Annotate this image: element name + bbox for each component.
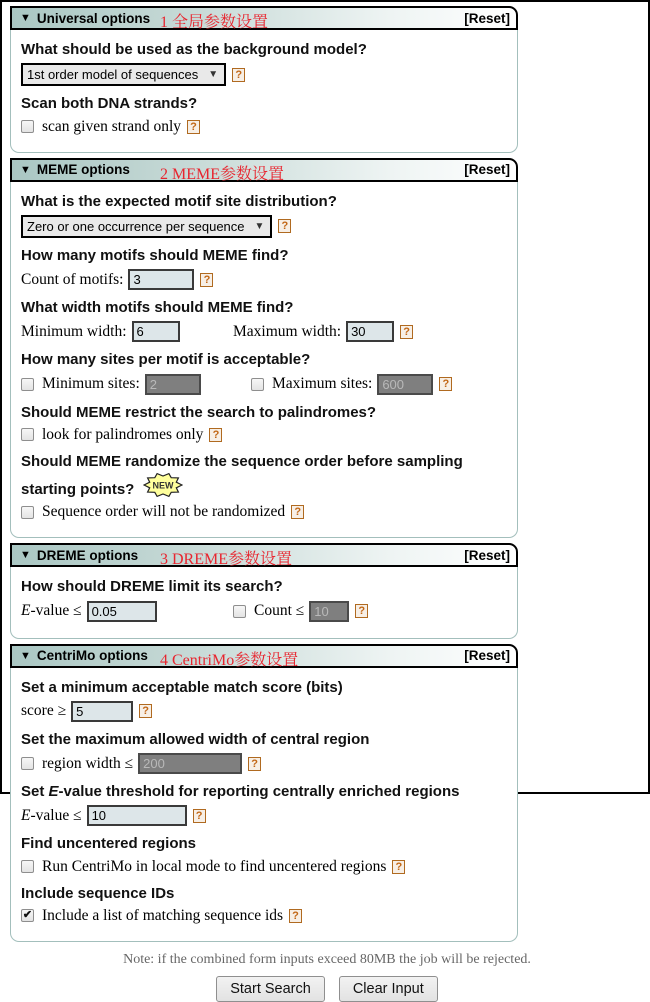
max-width-label: Maximum width:: [233, 322, 342, 340]
meme-options-section: [10, 158, 518, 539]
region-width-input[interactable]: [138, 753, 242, 774]
match-score-row: [21, 701, 507, 722]
dreme-annotation: 3 DREME参数设置: [160, 551, 293, 569]
collapse-triangle-icon: ▼: [20, 649, 31, 662]
scan-strands-question: Scan both DNA strands?: [21, 95, 198, 113]
motif-count-question: How many motifs should MEME find?: [21, 246, 289, 264]
dreme-limit-row: [21, 601, 507, 622]
centrimo-options-body: [10, 668, 518, 942]
sequence-ids-label: Include a list of matching sequence ids: [42, 906, 284, 924]
central-region-row: [21, 753, 507, 774]
randomize-question-text: Should MEME randomize the sequence order before sampling starting points?: [21, 452, 463, 498]
centrimo-options-section: [10, 644, 518, 942]
meme-options-body: [10, 182, 518, 539]
centrimo-evalue-help-icon[interactable]: ?: [193, 809, 206, 823]
centrimo-reset-link[interactable]: [Reset]: [464, 648, 510, 663]
uncentered-regions-help-icon[interactable]: ?: [392, 860, 405, 874]
scan-strand-label: scan given strand only: [42, 117, 182, 135]
central-region-help-icon[interactable]: ?: [248, 757, 261, 771]
sequence-ids-row: [21, 907, 507, 925]
palindromes-checkbox[interactable]: [21, 428, 34, 441]
dreme-count-checkbox[interactable]: [233, 605, 246, 618]
max-sites-label: Maximum sites:: [272, 375, 373, 392]
max-width-input[interactable]: [346, 321, 394, 342]
dreme-limit-help-icon[interactable]: ?: [355, 604, 368, 618]
select-arrow-icon: ▼: [254, 220, 265, 232]
motif-width-help-icon[interactable]: ?: [400, 325, 413, 339]
centrimo-evalue-label-e: E: [21, 806, 31, 824]
match-score-help-icon[interactable]: ?: [139, 704, 152, 718]
match-score-input[interactable]: [71, 701, 133, 722]
motif-width-row: [21, 321, 507, 342]
site-distribution-select[interactable]: [21, 215, 272, 238]
min-sites-label: Minimum sites:: [42, 375, 140, 392]
palindromes-question: Should MEME restrict the search to palindromes?: [21, 403, 377, 421]
sites-per-motif-row: [21, 374, 507, 395]
form-buttons: [2, 976, 650, 1002]
centrimo-evalue-question-e: E: [48, 783, 59, 800]
universal-reset-link[interactable]: [Reset]: [464, 10, 510, 26]
local-mode-checkbox[interactable]: [21, 860, 34, 873]
min-width-label: Minimum width:: [21, 322, 127, 340]
palindromes-row: [21, 426, 507, 444]
motif-width-question: What width motifs should MEME find?: [21, 299, 294, 316]
local-mode-label: Run CentriMo in local mode to find uncentered regions: [42, 857, 387, 875]
background-model-select[interactable]: [21, 63, 226, 86]
dreme-evalue-input[interactable]: [87, 601, 157, 622]
site-distribution-row: [21, 215, 507, 238]
centrimo-options-toggle[interactable]: [20, 648, 148, 663]
min-sites-input[interactable]: [145, 374, 201, 395]
background-model-selected-value: 1st order model of sequences: [27, 67, 199, 83]
meme-annotation: 2 MEME参数设置: [160, 165, 285, 183]
universal-options-body: [10, 30, 518, 153]
motif-count-row: [21, 269, 507, 290]
centrimo-evalue-question-prefix: Set: [21, 783, 49, 800]
centrimo-options-header: [10, 644, 518, 668]
new-badge-icon: [143, 472, 183, 498]
size-limit-note: Note: if the combined form inputs exceed 80MB the job will be rejected.: [123, 951, 531, 967]
randomize-checkbox[interactable]: [21, 506, 34, 519]
meme-reset-link[interactable]: [Reset]: [464, 162, 510, 177]
universal-options-toggle[interactable]: [20, 11, 150, 26]
randomize-row: [21, 503, 507, 521]
dreme-count-label: Count ≤: [254, 602, 305, 619]
background-model-question: What should be used as the background model?: [21, 41, 367, 58]
dreme-evalue-label-e: E: [21, 602, 31, 619]
form-footer: [2, 952, 650, 1002]
match-score-question: Set a minimum acceptable match score (bits): [21, 678, 343, 696]
dreme-options-toggle[interactable]: [20, 548, 138, 563]
centrimo-options-title: CentriMo options: [36, 648, 148, 663]
randomize-label: Sequence order will not be randomized: [42, 503, 286, 521]
site-distribution-question: What is the expected motif site distribution?: [21, 192, 337, 210]
universal-annotation: 1 全局参数设置: [160, 14, 269, 31]
region-width-checkbox[interactable]: [21, 757, 34, 770]
sequence-ids-question: Include sequence IDs: [21, 884, 175, 902]
region-width-label: region width ≤: [42, 754, 134, 772]
match-score-label: score ≥: [21, 702, 67, 720]
sites-per-motif-question: How many sites per motif is acceptable?: [21, 351, 311, 369]
randomize-question: [21, 452, 501, 501]
scan-strand-help-icon[interactable]: ?: [187, 120, 200, 134]
site-distribution-help-icon[interactable]: ?: [278, 219, 291, 233]
centrimo-evalue-row: [21, 805, 507, 826]
min-width-input[interactable]: [132, 321, 180, 342]
site-distribution-selected-value: Zero or one occurrence per sequence: [27, 218, 245, 234]
meme-options-toggle[interactable]: [20, 162, 130, 177]
svg-text:NEW: NEW: [152, 480, 173, 491]
dreme-options-section: [10, 543, 518, 638]
dreme-count-input[interactable]: [309, 601, 349, 622]
centrimo-evalue-label: -value ≤: [30, 806, 82, 824]
dreme-limit-question: How should DREME limit its search?: [21, 578, 283, 596]
motif-count-help-icon[interactable]: ?: [200, 273, 213, 287]
dreme-options-body: [10, 567, 518, 638]
universal-options-section: [10, 6, 518, 153]
universal-options-title: Universal options: [36, 10, 151, 26]
uncentered-regions-row: [21, 858, 507, 876]
centrimo-evalue-input[interactable]: [87, 805, 187, 826]
submission-form: [2, 2, 648, 1002]
uncentered-regions-question: Find uncentered regions: [21, 835, 197, 853]
start-search-button[interactable]: Start Search: [216, 976, 325, 1002]
sequence-ids-help-icon[interactable]: ?: [289, 909, 302, 923]
meme-options-header: [10, 158, 518, 182]
central-region-question: Set the maximum allowed width of central region: [21, 730, 370, 748]
scan-strand-checkbox[interactable]: [21, 120, 34, 133]
dreme-options-header: [10, 543, 518, 567]
randomize-help-icon[interactable]: ?: [291, 505, 304, 519]
meme-options-title: MEME options: [36, 162, 130, 177]
sites-per-motif-help-icon[interactable]: ?: [439, 377, 452, 391]
dreme-options-title: DREME options: [36, 547, 139, 563]
collapse-triangle-icon: ▼: [20, 163, 31, 176]
scan-strand-row: [21, 118, 507, 136]
centrimo-annotation: 4 CentriMo参数设置: [160, 651, 299, 669]
max-sites-checkbox[interactable]: [251, 378, 264, 391]
dreme-evalue-label: -value ≤: [30, 602, 82, 619]
select-arrow-icon: ▼: [208, 69, 219, 81]
background-model-row: [21, 63, 507, 86]
clear-input-button[interactable]: Clear Input: [339, 976, 438, 1002]
max-sites-input[interactable]: [377, 374, 433, 395]
motif-count-input[interactable]: [128, 269, 194, 290]
centrimo-evalue-question-rest: -value threshold for reporting centrally enriched regions: [58, 783, 460, 800]
centrimo-evalue-question: [21, 782, 501, 802]
palindromes-help-icon[interactable]: ?: [209, 428, 222, 442]
collapse-triangle-icon: ▼: [20, 549, 31, 562]
background-model-help-icon[interactable]: ?: [232, 68, 245, 82]
motif-count-label: Count of motifs:: [21, 270, 124, 288]
palindromes-label: look for palindromes only: [42, 425, 204, 443]
sequence-ids-checkbox[interactable]: ✔: [22, 909, 33, 922]
dreme-reset-link[interactable]: [Reset]: [464, 547, 510, 563]
universal-options-header: [10, 6, 518, 30]
min-sites-checkbox[interactable]: [21, 378, 34, 391]
collapse-triangle-icon: ▼: [20, 12, 31, 24]
